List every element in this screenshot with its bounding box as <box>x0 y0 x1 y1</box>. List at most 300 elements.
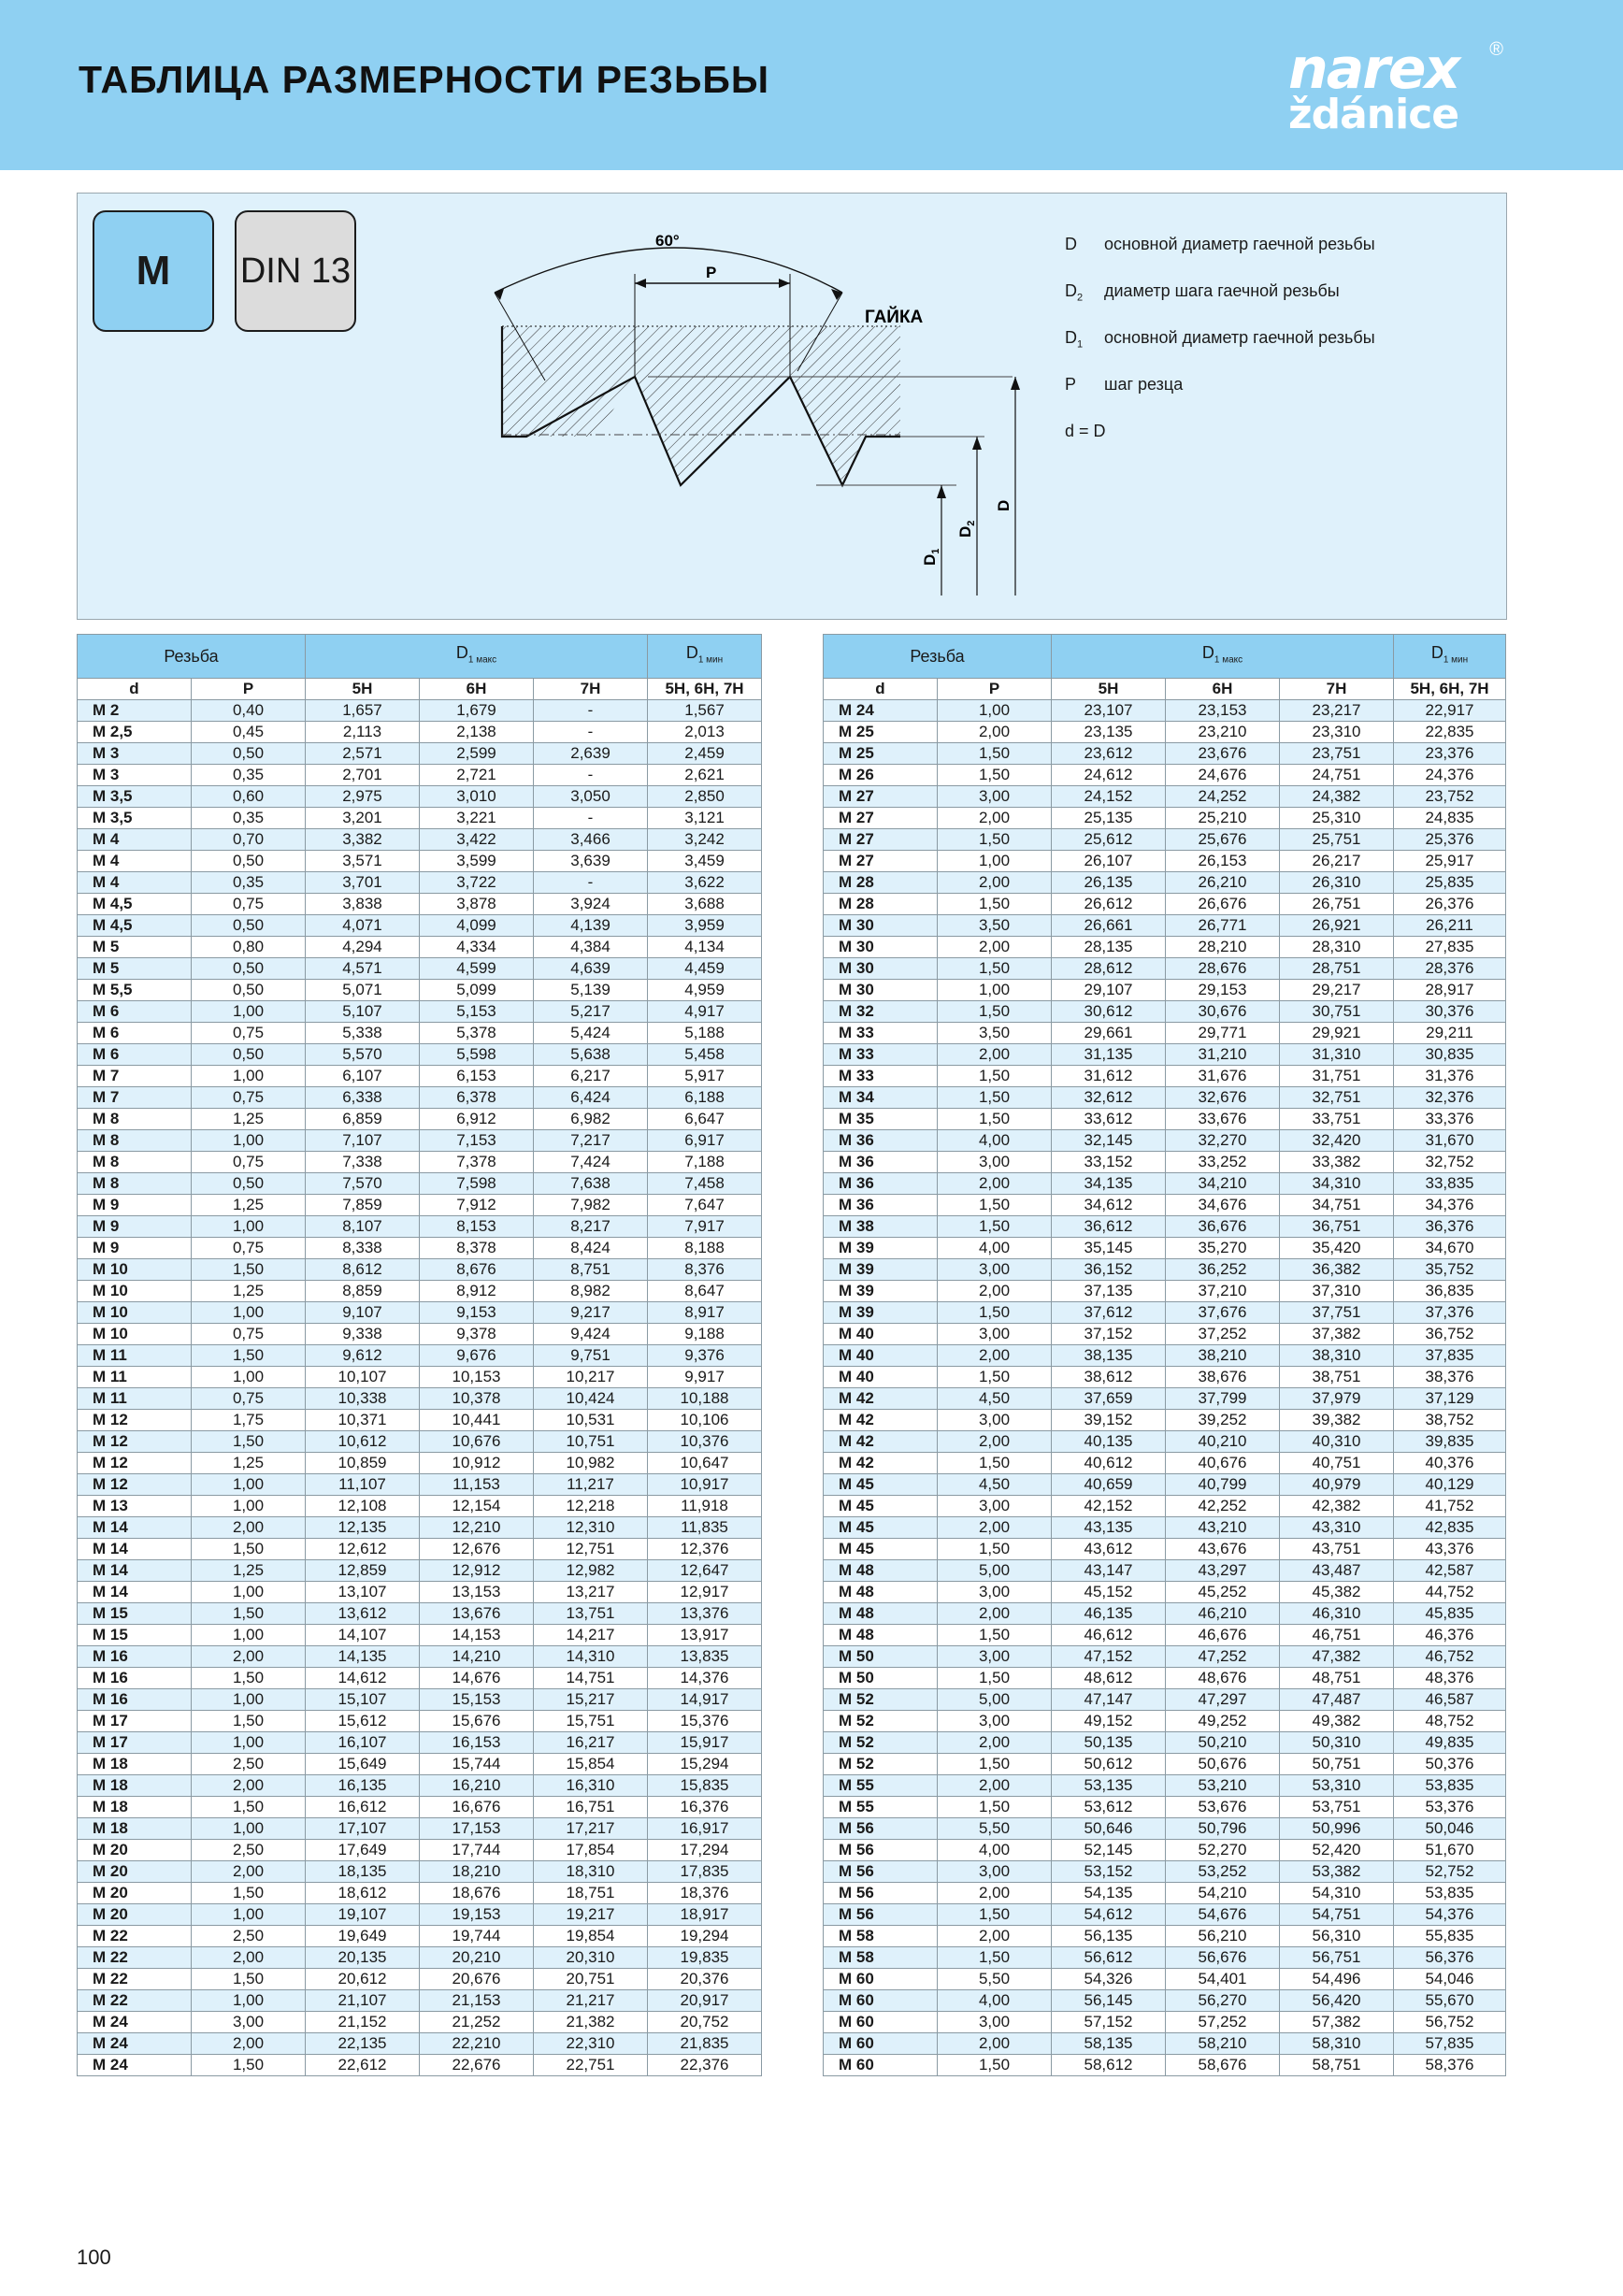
table-row <box>824 1431 1506 1453</box>
table-row <box>824 1388 1506 1410</box>
cell-7h: 56,751 <box>1280 1947 1394 1969</box>
cell-d: M 3,5 <box>78 808 192 829</box>
cell-6h: 49,252 <box>1166 1711 1280 1732</box>
cell-d: M 11 <box>78 1388 192 1410</box>
cell-d: M 16 <box>78 1689 192 1711</box>
cell-5h: 10,338 <box>306 1388 420 1410</box>
cell-all: 31,376 <box>1394 1066 1506 1087</box>
cell-p: 1,50 <box>938 894 1052 915</box>
cell-all: 7,647 <box>648 1195 762 1216</box>
cell-d: M 27 <box>824 851 938 872</box>
cell-d: M 2,5 <box>78 722 192 743</box>
cell-6h: 30,676 <box>1166 1001 1280 1023</box>
cell-7h: 19,854 <box>534 1926 648 1947</box>
cell-7h: 50,751 <box>1280 1754 1394 1775</box>
cell-5h: 22,135 <box>306 2033 420 2055</box>
cell-7h: 4,139 <box>534 915 648 937</box>
cell-p: 1,50 <box>938 958 1052 980</box>
cell-6h: 8,676 <box>420 1259 534 1281</box>
cell-7h: 38,310 <box>1280 1345 1394 1367</box>
table-row <box>824 1582 1506 1603</box>
table-row <box>78 851 762 872</box>
col-all: 5H, 6H, 7H <box>648 679 762 700</box>
table-row <box>78 1883 762 1904</box>
cell-p: 5,50 <box>938 1818 1052 1840</box>
cell-7h: 43,487 <box>1280 1560 1394 1582</box>
cell-6h: 23,676 <box>1166 743 1280 765</box>
cell-p: 0,35 <box>192 808 306 829</box>
label-d1: $D_1$ <box>921 548 941 566</box>
cell-6h: 57,252 <box>1166 2012 1280 2033</box>
cell-7h: 47,382 <box>1280 1646 1394 1668</box>
cell-all: 46,752 <box>1394 1646 1506 1668</box>
cell-7h: 53,382 <box>1280 1861 1394 1883</box>
cell-6h: 7,912 <box>420 1195 534 1216</box>
symbol-legend <box>1065 235 1486 468</box>
col-7h: 7H <box>1280 679 1394 700</box>
cell-p: 2,00 <box>938 1517 1052 1539</box>
cell-7h: 3,639 <box>534 851 648 872</box>
cell-6h: 40,799 <box>1166 1474 1280 1496</box>
table-row <box>824 786 1506 808</box>
cell-p: 4,50 <box>938 1388 1052 1410</box>
table-row <box>824 1173 1506 1195</box>
table-row <box>78 1668 762 1689</box>
cell-all: 15,835 <box>648 1775 762 1797</box>
cell-p: 1,50 <box>938 1797 1052 1818</box>
cell-d: M 3 <box>78 765 192 786</box>
table-row <box>824 2055 1506 2076</box>
table-row <box>824 1560 1506 1582</box>
table-row <box>78 1969 762 1990</box>
cell-5h: 33,612 <box>1052 1109 1166 1130</box>
cell-7h: 16,217 <box>534 1732 648 1754</box>
cell-d: M 48 <box>824 1625 938 1646</box>
cell-p: 0,35 <box>192 872 306 894</box>
cell-p: 0,50 <box>192 743 306 765</box>
cell-5h: 25,135 <box>1052 808 1166 829</box>
cell-7h: 16,310 <box>534 1775 648 1797</box>
cell-p: 1,50 <box>192 1797 306 1818</box>
cell-all: 9,188 <box>648 1324 762 1345</box>
cell-p: 2,00 <box>192 2033 306 2055</box>
cell-7h: 15,854 <box>534 1754 648 1775</box>
table-row <box>78 765 762 786</box>
cell-all: 10,917 <box>648 1474 762 1496</box>
table-row <box>78 1754 762 1775</box>
cell-7h: 32,420 <box>1280 1130 1394 1152</box>
cell-7h: 8,751 <box>534 1259 648 1281</box>
cell-5h: 52,145 <box>1052 1840 1166 1861</box>
cell-6h: 14,676 <box>420 1668 534 1689</box>
cell-all: 10,376 <box>648 1431 762 1453</box>
cell-7h: 53,751 <box>1280 1797 1394 1818</box>
cell-d: M 12 <box>78 1410 192 1431</box>
cell-p: 1,00 <box>192 1066 306 1087</box>
cell-d: M 8 <box>78 1130 192 1152</box>
cell-6h: 10,153 <box>420 1367 534 1388</box>
cell-6h: 22,210 <box>420 2033 534 2055</box>
cell-p: 1,50 <box>192 1711 306 1732</box>
table-row <box>78 808 762 829</box>
cell-p: 1,50 <box>192 1603 306 1625</box>
legend-text: шаг резца <box>1104 375 1184 394</box>
cell-6h: 25,210 <box>1166 808 1280 829</box>
cell-d: M 30 <box>824 937 938 958</box>
cell-d: M 40 <box>824 1324 938 1345</box>
cell-p: 2,00 <box>192 1517 306 1539</box>
cell-all: 44,752 <box>1394 1582 1506 1603</box>
cell-7h: 12,751 <box>534 1539 648 1560</box>
cell-p: 3,50 <box>938 915 1052 937</box>
cell-7h: 14,217 <box>534 1625 648 1646</box>
cell-7h: 28,751 <box>1280 958 1394 980</box>
cell-p: 0,50 <box>192 958 306 980</box>
cell-all: 55,670 <box>1394 1990 1506 2012</box>
cell-6h: 26,771 <box>1166 915 1280 937</box>
cell-p: 1,00 <box>192 1001 306 1023</box>
cell-d: M 60 <box>824 2012 938 2033</box>
cell-5h: 2,701 <box>306 765 420 786</box>
cell-all: 46,587 <box>1394 1689 1506 1711</box>
cell-5h: 3,201 <box>306 808 420 829</box>
cell-5h: 31,612 <box>1052 1066 1166 1087</box>
cell-all: 20,917 <box>648 1990 762 2012</box>
cell-6h: 36,252 <box>1166 1259 1280 1281</box>
cell-d: M 27 <box>824 786 938 808</box>
cell-d: M 52 <box>824 1732 938 1754</box>
cell-all: 42,835 <box>1394 1517 1506 1539</box>
cell-5h: 12,135 <box>306 1517 420 1539</box>
table-row <box>78 1926 762 1947</box>
table-row <box>824 700 1506 722</box>
cell-6h: 7,153 <box>420 1130 534 1152</box>
cell-p: 1,00 <box>192 1990 306 2012</box>
table-row <box>824 765 1506 786</box>
cell-d: M 36 <box>824 1130 938 1152</box>
table-row <box>78 1388 762 1410</box>
table-row <box>78 1625 762 1646</box>
cell-6h: 8,912 <box>420 1281 534 1302</box>
cell-6h: 58,676 <box>1166 2055 1280 2076</box>
cell-all: 3,959 <box>648 915 762 937</box>
cell-6h: 32,676 <box>1166 1087 1280 1109</box>
cell-6h: 7,378 <box>420 1152 534 1173</box>
table-row <box>78 1840 762 1861</box>
cell-6h: 38,210 <box>1166 1345 1280 1367</box>
cell-p: 2,00 <box>192 1861 306 1883</box>
cell-7h: 58,751 <box>1280 2055 1394 2076</box>
cell-d: M 22 <box>78 1926 192 1947</box>
cell-d: M 52 <box>824 1689 938 1711</box>
cell-all: 23,376 <box>1394 743 1506 765</box>
legend-row <box>1065 328 1486 375</box>
cell-7h: 54,496 <box>1280 1969 1394 1990</box>
cell-6h: 21,153 <box>420 1990 534 2012</box>
cell-5h: 50,135 <box>1052 1732 1166 1754</box>
cell-d: M 10 <box>78 1324 192 1345</box>
cell-5h: 4,071 <box>306 915 420 937</box>
cell-6h: 31,210 <box>1166 1044 1280 1066</box>
cell-d: M 20 <box>78 1904 192 1926</box>
cell-p: 1,50 <box>192 1969 306 1990</box>
cell-5h: 33,152 <box>1052 1152 1166 1173</box>
cell-p: 2,00 <box>938 1173 1052 1195</box>
cell-6h: 9,378 <box>420 1324 534 1345</box>
cell-5h: 23,135 <box>1052 722 1166 743</box>
cell-5h: 26,661 <box>1052 915 1166 937</box>
cell-p: 5,00 <box>938 1689 1052 1711</box>
cell-p: 1,25 <box>192 1560 306 1582</box>
table-row <box>824 980 1506 1001</box>
cell-p: 0,75 <box>192 1087 306 1109</box>
cell-p: 2,00 <box>938 2033 1052 2055</box>
cell-p: 1,50 <box>938 1367 1052 1388</box>
cell-6h: 40,676 <box>1166 1453 1280 1474</box>
cell-all: 40,376 <box>1394 1453 1506 1474</box>
cell-d: M 3 <box>78 743 192 765</box>
cell-all: 32,376 <box>1394 1087 1506 1109</box>
cell-p: 1,50 <box>938 1754 1052 1775</box>
cell-d: M 45 <box>824 1539 938 1560</box>
cell-7h: 31,751 <box>1280 1066 1394 1087</box>
cell-7h: 56,310 <box>1280 1926 1394 1947</box>
cell-7h: 16,751 <box>534 1797 648 1818</box>
cell-p: 4,00 <box>938 1130 1052 1152</box>
cell-6h: 14,153 <box>420 1625 534 1646</box>
cell-d: M 27 <box>824 829 938 851</box>
cell-7h: 35,420 <box>1280 1238 1394 1259</box>
cell-p: 0,75 <box>192 1388 306 1410</box>
cell-d: M 20 <box>78 1861 192 1883</box>
cell-d: M 5 <box>78 937 192 958</box>
cell-6h: 9,676 <box>420 1345 534 1367</box>
cell-all: 2,621 <box>648 765 762 786</box>
cell-7h: 5,217 <box>534 1001 648 1023</box>
cell-d: M 28 <box>824 894 938 915</box>
cell-5h: 26,135 <box>1052 872 1166 894</box>
cell-p: 1,50 <box>938 1904 1052 1926</box>
cell-all: 54,046 <box>1394 1969 1506 1990</box>
table-row <box>824 1625 1506 1646</box>
cell-5h: 38,612 <box>1052 1367 1166 1388</box>
cell-6h: 6,912 <box>420 1109 534 1130</box>
table-row <box>824 1023 1506 1044</box>
cell-p: 1,00 <box>192 1904 306 1926</box>
cell-6h: 58,210 <box>1166 2033 1280 2055</box>
cell-7h: 10,982 <box>534 1453 648 1474</box>
table-row <box>824 1281 1506 1302</box>
cell-5h: 54,612 <box>1052 1904 1166 1926</box>
cell-6h: 4,599 <box>420 958 534 980</box>
cell-5h: 20,612 <box>306 1969 420 1990</box>
cell-6h: 20,676 <box>420 1969 534 1990</box>
cell-5h: 14,135 <box>306 1646 420 1668</box>
cell-6h: 16,210 <box>420 1775 534 1797</box>
cell-6h: 29,771 <box>1166 1023 1280 1044</box>
cell-7h: 49,382 <box>1280 1711 1394 1732</box>
cell-6h: 56,210 <box>1166 1926 1280 1947</box>
col-5h: 5H <box>306 679 420 700</box>
table-row <box>824 1152 1506 1173</box>
cell-7h: 9,217 <box>534 1302 648 1324</box>
cell-p: 0,50 <box>192 915 306 937</box>
cell-6h: 43,297 <box>1166 1560 1280 1582</box>
cell-p: 0,35 <box>192 765 306 786</box>
table-row <box>824 1732 1506 1754</box>
table-row <box>824 851 1506 872</box>
cell-all: 36,835 <box>1394 1281 1506 1302</box>
cell-7h: 15,751 <box>534 1711 648 1732</box>
table-row <box>824 894 1506 915</box>
cell-d: M 24 <box>824 700 938 722</box>
table-row <box>78 1539 762 1560</box>
cell-p: 1,50 <box>938 1087 1052 1109</box>
cell-6h: 45,252 <box>1166 1582 1280 1603</box>
cell-7h: 22,310 <box>534 2033 648 2055</box>
cell-d: M 9 <box>78 1195 192 1216</box>
cell-d: M 52 <box>824 1711 938 1732</box>
cell-all: 15,917 <box>648 1732 762 1754</box>
registered-mark: ® <box>1489 39 1503 60</box>
cell-p: 1,50 <box>938 1668 1052 1689</box>
cell-7h: 17,854 <box>534 1840 648 1861</box>
cell-d: M 33 <box>824 1023 938 1044</box>
cell-p: 0,50 <box>192 980 306 1001</box>
cell-d: M 10 <box>78 1302 192 1324</box>
table-row <box>78 1173 762 1195</box>
cell-5h: 11,107 <box>306 1474 420 1496</box>
cell-d: M 4 <box>78 851 192 872</box>
cell-7h: 10,424 <box>534 1388 648 1410</box>
cell-5h: 34,612 <box>1052 1195 1166 1216</box>
cell-5h: 16,107 <box>306 1732 420 1754</box>
cell-p: 0,50 <box>192 851 306 872</box>
cell-5h: 56,612 <box>1052 1947 1166 1969</box>
cell-6h: 5,598 <box>420 1044 534 1066</box>
cell-p: 1,50 <box>938 1453 1052 1474</box>
table-row <box>824 1345 1506 1367</box>
cell-6h: 26,153 <box>1166 851 1280 872</box>
cell-6h: 4,334 <box>420 937 534 958</box>
cell-d: M 35 <box>824 1109 938 1130</box>
legend-symbol: P <box>1065 375 1077 394</box>
cell-p: 1,25 <box>192 1109 306 1130</box>
cell-d: M 56 <box>824 1840 938 1861</box>
cell-7h: 40,310 <box>1280 1431 1394 1453</box>
cell-6h: 2,721 <box>420 765 534 786</box>
cell-d: M 4 <box>78 872 192 894</box>
cell-6h: 13,153 <box>420 1582 534 1603</box>
cell-6h: 43,210 <box>1166 1517 1280 1539</box>
cell-d: M 24 <box>78 2012 192 2033</box>
cell-5h: 39,152 <box>1052 1410 1166 1431</box>
cell-p: 1,00 <box>938 851 1052 872</box>
cell-7h: 30,751 <box>1280 1001 1394 1023</box>
table-row <box>824 1259 1506 1281</box>
cell-6h: 9,153 <box>420 1302 534 1324</box>
cell-5h: 10,371 <box>306 1410 420 1431</box>
cell-p: 3,00 <box>192 2012 306 2033</box>
cell-5h: 45,152 <box>1052 1582 1166 1603</box>
table-row <box>824 829 1506 851</box>
table-row <box>78 829 762 851</box>
cell-5h: 48,612 <box>1052 1668 1166 1689</box>
table-row <box>824 1109 1506 1130</box>
cell-d: M 6 <box>78 1001 192 1023</box>
cell-7h: 37,979 <box>1280 1388 1394 1410</box>
table-row <box>824 1947 1506 1969</box>
cell-5h: 30,612 <box>1052 1001 1166 1023</box>
cell-p: 2,00 <box>938 1603 1052 1625</box>
cell-all: 13,376 <box>648 1603 762 1625</box>
cell-all: 16,917 <box>648 1818 762 1840</box>
cell-d: M 40 <box>824 1345 938 1367</box>
table-row <box>824 1818 1506 1840</box>
cell-all: 25,835 <box>1394 872 1506 894</box>
cell-all: 33,835 <box>1394 1173 1506 1195</box>
cell-all: 4,459 <box>648 958 762 980</box>
cell-all: 4,959 <box>648 980 762 1001</box>
cell-p: 1,50 <box>192 1259 306 1281</box>
cell-d: M 33 <box>824 1044 938 1066</box>
cell-7h: 28,310 <box>1280 937 1394 958</box>
cell-all: 40,129 <box>1394 1474 1506 1496</box>
cell-all: 33,376 <box>1394 1109 1506 1130</box>
cell-p: 1,00 <box>192 1732 306 1754</box>
table-row <box>78 1195 762 1216</box>
table-row <box>78 915 762 937</box>
cell-5h: 37,612 <box>1052 1302 1166 1324</box>
cell-7h: 26,217 <box>1280 851 1394 872</box>
header-d1-max: $D_{1 макс}$ <box>306 635 648 679</box>
legend-symbol: $D_1$ <box>1065 328 1084 351</box>
cell-7h: 20,310 <box>534 1947 648 1969</box>
cell-p: 2,00 <box>938 1883 1052 1904</box>
cell-6h: 28,676 <box>1166 958 1280 980</box>
cell-d: M 18 <box>78 1754 192 1775</box>
table-row <box>824 1775 1506 1797</box>
cell-7h: 50,996 <box>1280 1818 1394 1840</box>
table-row <box>78 1259 762 1281</box>
cell-d: M 39 <box>824 1281 938 1302</box>
cell-d: M 24 <box>78 2055 192 2076</box>
cell-p: 3,00 <box>938 1496 1052 1517</box>
cell-5h: 5,071 <box>306 980 420 1001</box>
cell-d: M 17 <box>78 1711 192 1732</box>
cell-5h: 50,612 <box>1052 1754 1166 1775</box>
cell-6h: 10,441 <box>420 1410 534 1431</box>
table-row <box>824 1195 1506 1216</box>
cell-6h: 10,912 <box>420 1453 534 1474</box>
cell-p: 1,00 <box>192 1130 306 1152</box>
cell-d: M 11 <box>78 1345 192 1367</box>
cell-5h: 7,859 <box>306 1195 420 1216</box>
legend-text: основной диаметр гаечной резьбы <box>1104 235 1375 253</box>
cell-7h: 53,310 <box>1280 1775 1394 1797</box>
cell-p: 5,00 <box>938 1560 1052 1582</box>
cell-6h: 2,599 <box>420 743 534 765</box>
cell-all: 5,458 <box>648 1044 762 1066</box>
cell-7h: - <box>534 808 648 829</box>
cell-6h: 46,676 <box>1166 1625 1280 1646</box>
cell-5h: 1,657 <box>306 700 420 722</box>
table-row <box>824 1410 1506 1431</box>
cell-p: 4,00 <box>938 1990 1052 2012</box>
cell-7h: 13,751 <box>534 1603 648 1625</box>
table-row <box>824 1130 1506 1152</box>
cell-5h: 24,152 <box>1052 786 1166 808</box>
